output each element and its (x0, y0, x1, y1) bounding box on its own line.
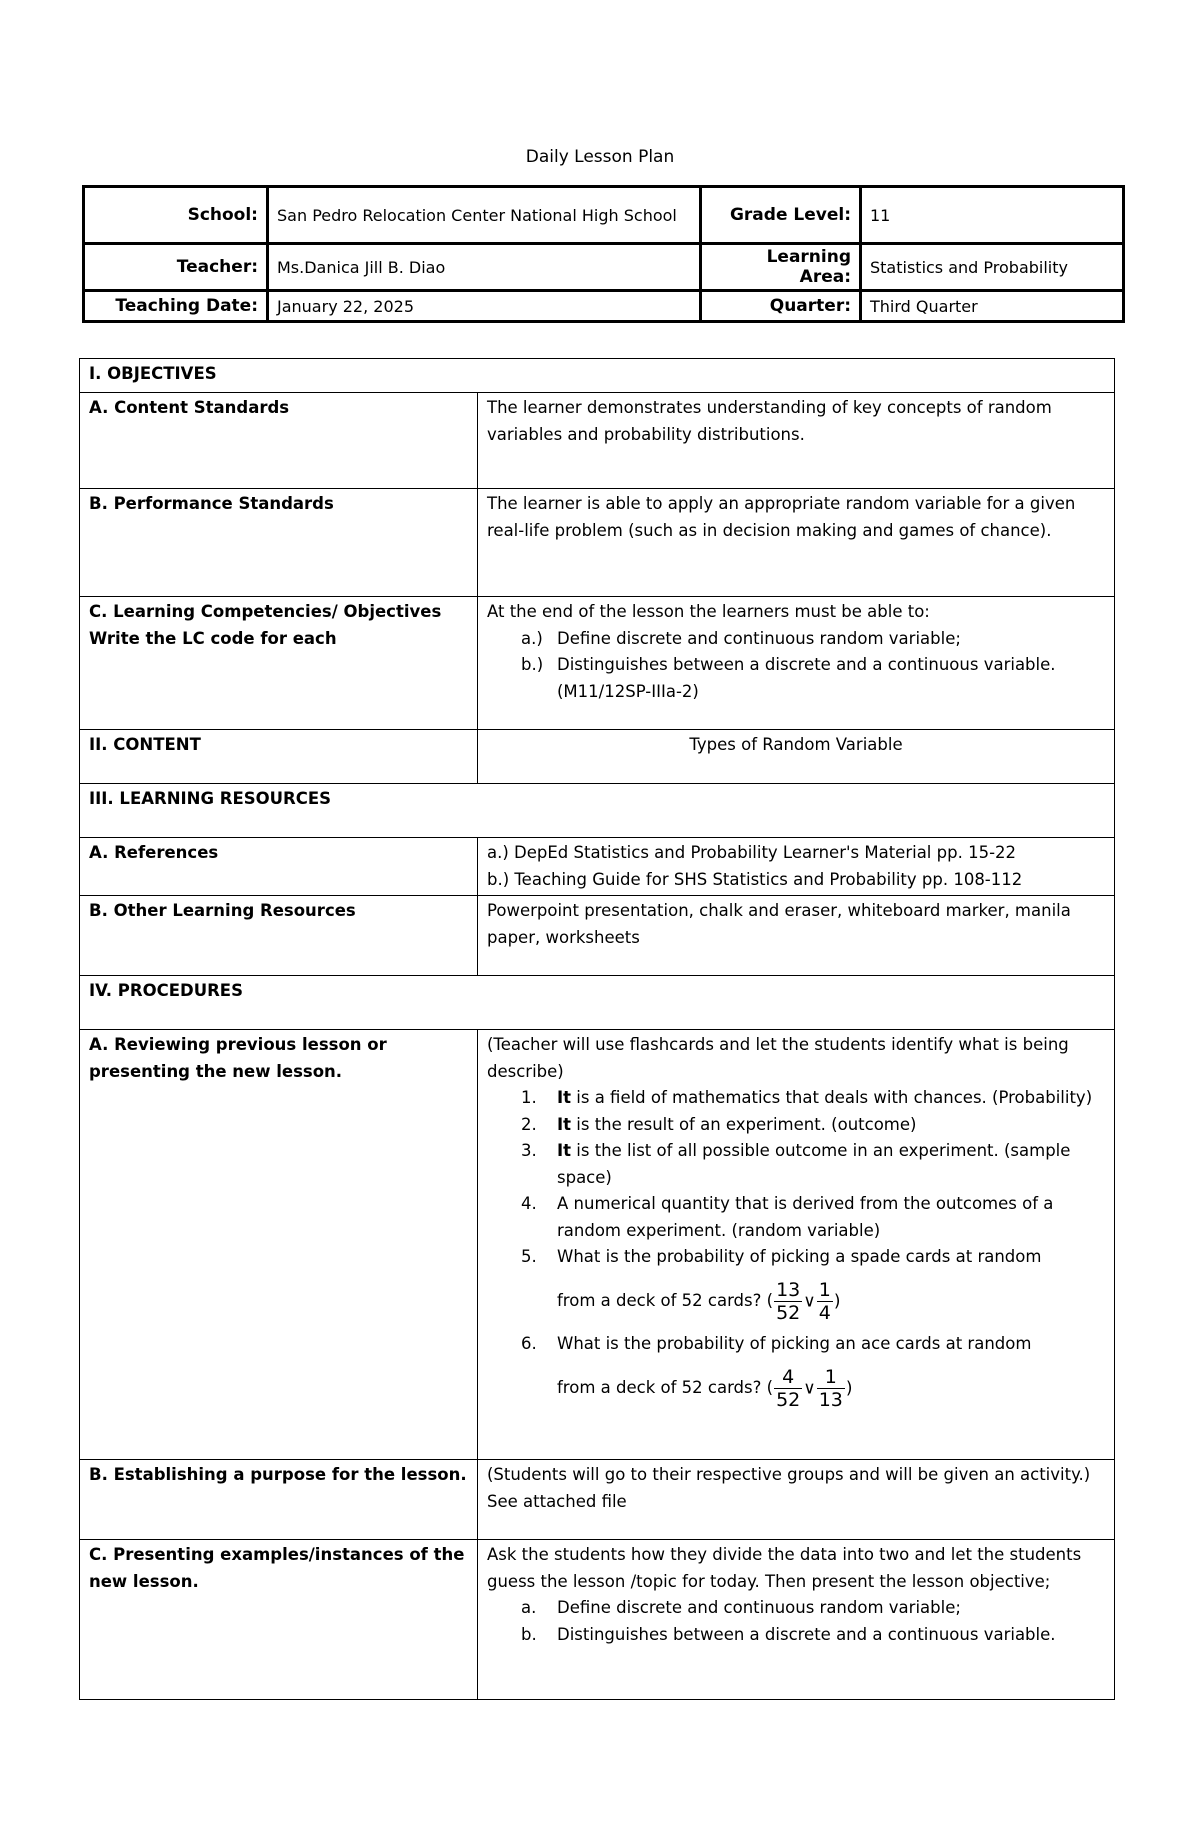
objectives-heading: I. OBJECTIVES (80, 359, 1115, 393)
reviewing-lesson-label: A. Reviewing previous lesson or presenting the new lesson. (80, 1030, 478, 1460)
list-item: b. Distinguishes between a discrete and a continuous variable. (521, 1624, 1056, 1644)
competencies-label-line2: Write the LC code for each (89, 628, 337, 648)
establishing-purpose-label: B. Establishing a purpose for the lesson. (80, 1460, 478, 1540)
references-cell (478, 838, 1115, 896)
grade-level-value: 11 (861, 187, 1124, 244)
teacher-label: Teacher: (84, 244, 268, 291)
content-standards-label: A. Content Standards (80, 393, 478, 489)
school-value: San Pedro Relocation Center National High School (268, 187, 701, 244)
document-title: Daily Lesson Plan (525, 147, 675, 167)
reference-item: b.) Teaching Guide for SHS Statistics and Probability pp. 108-112 (487, 869, 1023, 889)
other-resources-label: B. Other Learning Resources (80, 896, 478, 976)
references-label: A. References (80, 838, 478, 896)
learning-area-value: Statistics and Probability (861, 244, 1124, 291)
competencies-intro: At the end of the lesson the learners must be able to: (487, 602, 930, 621)
content-value: Types of Random Variable (478, 730, 1115, 784)
lesson-plan-table (79, 358, 1115, 1700)
fraction: $\frac{1}{13}$ (818, 1365, 843, 1411)
presenting-examples-text: Ask the students how they divide the data into two and let the students guess the lesson /topic for today. Then present the lesson objective; (487, 1545, 1082, 1591)
list-item: a. Define discrete and continuous random variable; (521, 1598, 961, 1617)
objectives-recap-list (487, 1595, 1105, 1648)
quarter-label: Quarter: (701, 291, 861, 322)
content-label: II. CONTENT (80, 730, 478, 784)
list-item: 2. It is the result of an experiment. (outcome) (521, 1114, 917, 1134)
learning-resources-heading: III. LEARNING RESOURCES (80, 784, 1115, 838)
content-standards-text: The learner demonstrates understanding of key concepts of random variables and probability distributions. (478, 393, 1115, 489)
list-item: 5. What is the probability of picking a spade cards at random from a deck of 52 cards? ( $\frac{13}{52}$ ∨ $\frac{1}{4}$ ) (521, 1247, 1042, 1324)
list-item: a.) Define discrete and continuous random variable; (521, 628, 961, 648)
performance-standards-label: B. Performance Standards (80, 489, 478, 597)
fraction: $\frac{1}{4}$ (818, 1278, 831, 1324)
teaching-date-label: Teaching Date: (84, 291, 268, 322)
procedures-heading: IV. PROCEDURES (80, 976, 1115, 1030)
performance-standards-text: The learner is able to apply an appropriate random variable for a given real-life problem (such as in decision making and games of chance). (478, 489, 1115, 597)
learning-area-label: Learning Area: (701, 244, 861, 291)
header-table (82, 185, 1125, 323)
list-item: 3. It is the list of all possible outcome in an experiment. (sample space) (521, 1141, 1071, 1187)
school-label: School: (84, 187, 268, 244)
list-item: 6. What is the probability of picking an ace cards at random from a deck of 52 cards? ( $\frac{4}{52}$ ∨ $\frac{1}{13}$ ) (521, 1334, 1032, 1411)
other-resources-text: Powerpoint presentation, chalk and eraser, whiteboard marker, manila paper, worksheets (478, 896, 1115, 976)
competencies-cell (478, 597, 1115, 730)
flashcard-list (487, 1085, 1105, 1418)
attached-file-note: See attached file (487, 1491, 627, 1511)
reviewing-lesson-cell (478, 1030, 1115, 1460)
competencies-label-line1: C. Learning Competencies/ Objectives (89, 602, 442, 621)
establishing-purpose-text: (Students will go to their respective groups and will be given an activity.) (487, 1465, 1091, 1484)
fraction: $\frac{4}{52}$ (776, 1365, 801, 1411)
competency-code: (M11/12SP-IIIa-2) (557, 681, 699, 701)
teaching-date-value: January 22, 2025 (268, 291, 701, 322)
establishing-purpose-cell (478, 1460, 1115, 1540)
list-item: 4. A numerical quantity that is derived from the outcomes of a random experiment. (random variable) (521, 1194, 1054, 1240)
list-item: 1. It is a field of mathematics that deals with chances. (Probability) (521, 1088, 1093, 1107)
presenting-examples-cell (478, 1540, 1115, 1700)
reviewing-intro: (Teacher will use flashcards and let the students identify what is being describe) (487, 1035, 1069, 1081)
grade-level-label: Grade Level: (701, 187, 861, 244)
quarter-value: Third Quarter (861, 291, 1124, 322)
reference-item: a.) DepEd Statistics and Probability Learner's Material pp. 15-22 (487, 843, 1017, 862)
presenting-examples-label: C. Presenting examples/instances of the new lesson. (80, 1540, 478, 1700)
fraction: $\frac{13}{52}$ (776, 1278, 801, 1324)
competencies-label (80, 597, 478, 730)
list-item: b.) Distinguishes between a discrete and a continuous variable. (M11/12SP-IIIa-2) (521, 655, 1056, 701)
teacher-value: Ms.Danica Jill B. Diao (268, 244, 701, 291)
competencies-list (487, 626, 1105, 706)
